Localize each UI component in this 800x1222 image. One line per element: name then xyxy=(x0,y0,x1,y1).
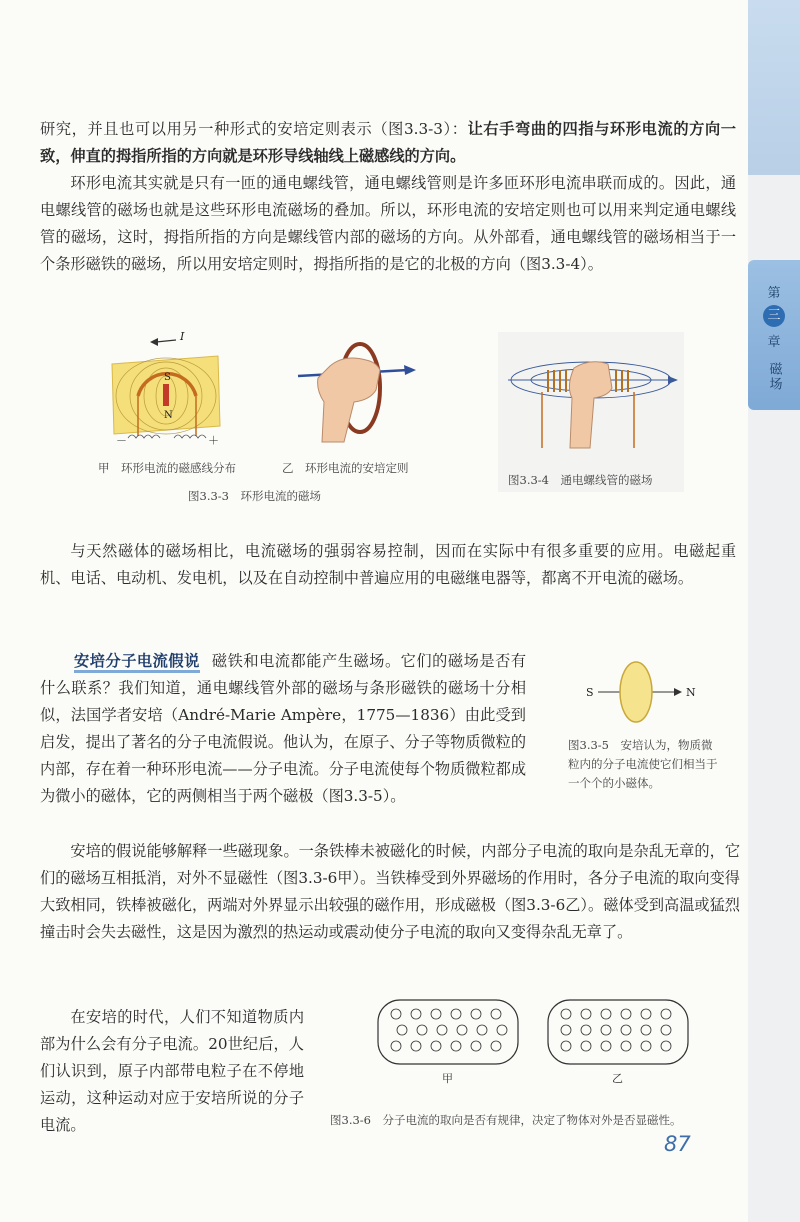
paragraph-5: 在安培的时代，人们不知道物质内部为什么会有分子电流。20世纪后，人们认识到，原子内部带电粒子在不停地运动，这种运动对应于安培所说的分子电流。 xyxy=(40,1008,304,1134)
paragraph-1 xyxy=(40,116,736,170)
label-plus: ＋ xyxy=(208,434,219,447)
fig35-label-N: N xyxy=(686,686,696,699)
figure-3-3-4-caption: 图3.3-4 通电螺线管的磁场 xyxy=(508,473,653,487)
caption-ring-rule: 乙 环形电流的安培定则 xyxy=(282,461,409,475)
caption-ring-field: 甲 环形电流的磁感线分布 xyxy=(98,461,236,475)
section-text: 磁铁和电流都能产生磁场。它们的磁场是否有什么联系？我们知道，通电螺线管外部的磁场与条形磁铁的磁场十分相似，法国学者安培（André-Marie Ampère，1775—1836）由此受到启发，提出了著名的分子电流假说。他认为，在原子、分子等物质微粒的内部，存在着一种环形电流——分子电流。分子电流使每个物质微粒都成为微小的磁体，它的两侧相当于两个磁极（图3.3-5）。 xyxy=(40,652,527,805)
paragraph-4: 安培的假说能够解释一些磁现象。一条铁棒未被磁化的时候，内部分子电流的取向是杂乱无章的，它们的磁场互相抵消，对外不显磁性（图3.3-6甲）。当铁棒受到外界磁场的作用时，各分子电流的取向变得大致相同，铁棒被磁化，两端对外界显示出较强的磁作用，形成磁极（图3.3-6乙）。磁体受到高温或猛烈撞击时会失去磁性，这是因为激烈的热运动或震动使分子电流的取向又变得杂乱无章了。 xyxy=(40,842,740,941)
solenoid-illustration xyxy=(498,332,684,462)
chapter-tab xyxy=(748,260,800,410)
fig36-label-yi: 乙 xyxy=(612,1072,623,1085)
figure-3-3-4 xyxy=(498,332,684,492)
paragraph-1-text: 研究，并且也可以用另一种形式的安培定则表示（图3.3-3）： xyxy=(40,120,468,138)
molecular-magnet-illustration xyxy=(568,660,718,730)
right-hand-rule-panel xyxy=(298,344,416,442)
figure-3-3-5-caption: 图3.3-5 安培认为，物质微粒内的分子电流使它们相当于一个个的小磁体。 xyxy=(568,738,718,790)
ring-field-lines-panel xyxy=(112,330,220,447)
fig36-label-jia: 甲 xyxy=(442,1072,453,1085)
figure-3-3-5 xyxy=(568,660,718,800)
chapter-prefix: 第 xyxy=(767,286,781,301)
paragraph-2: 环形电流其实就是只有一匝的通电螺线管，通电螺线管则是许多匝环形电流串联而成的。因此，通电螺线管的磁场也就是这些环形电流磁场的叠加。所以，环形电流的安培定则也可以用来判定通电螺线管的磁场，这时，拇指所指的方向是螺线管内部的磁场的方向。从外部看，通电螺线管的磁场相当于一个条形磁铁的磁场，所以用安培定则时，拇指所指的是它的北极的方向（图3.3-4）。 xyxy=(40,174,736,273)
figure-3-3-3 xyxy=(98,326,498,506)
side-margin xyxy=(748,0,800,1222)
side-tab-strip xyxy=(748,0,800,175)
label-S: S xyxy=(164,372,171,383)
page-number: 87 xyxy=(664,1132,691,1156)
figure-3-3-6-caption: 图3.3-6 分子电流的取向是否有规律，决定了物体对外是否显磁性。 xyxy=(330,1113,682,1127)
fig35-label-S: S xyxy=(586,686,594,699)
molecular-current-alignment xyxy=(330,996,730,1086)
figure-3-3-3-caption: 图3.3-3 环形电流的磁场 xyxy=(188,489,321,503)
label-N: N xyxy=(164,410,173,421)
paragraph-3: 与天然磁体的磁场相比，电流磁场的强弱容易控制，因而在实际中有很多重要的应用。电磁起重机、电话、电动机、发电机，以及在自动控制中普遍应用的电磁继电器等，都离不开电流的磁场。 xyxy=(40,542,736,587)
ring-current-illustration xyxy=(98,326,498,466)
figure-3-3-6 xyxy=(330,996,730,1126)
paragraph-1-bold: 让右手弯曲的四指与环形电流的方向一致，伸直的拇指所指的方向就是环形导线轴线上磁感线的方向。 xyxy=(40,120,736,165)
section-paragraph xyxy=(40,648,526,810)
label-minus: － xyxy=(116,434,127,447)
chapter-topic: 磁场 xyxy=(766,362,782,392)
label-I: I xyxy=(180,330,185,343)
chapter-number: 三 xyxy=(763,305,785,327)
chapter-suffix: 章 xyxy=(767,335,781,350)
section-heading: 安培分子电流假说 xyxy=(74,652,200,673)
